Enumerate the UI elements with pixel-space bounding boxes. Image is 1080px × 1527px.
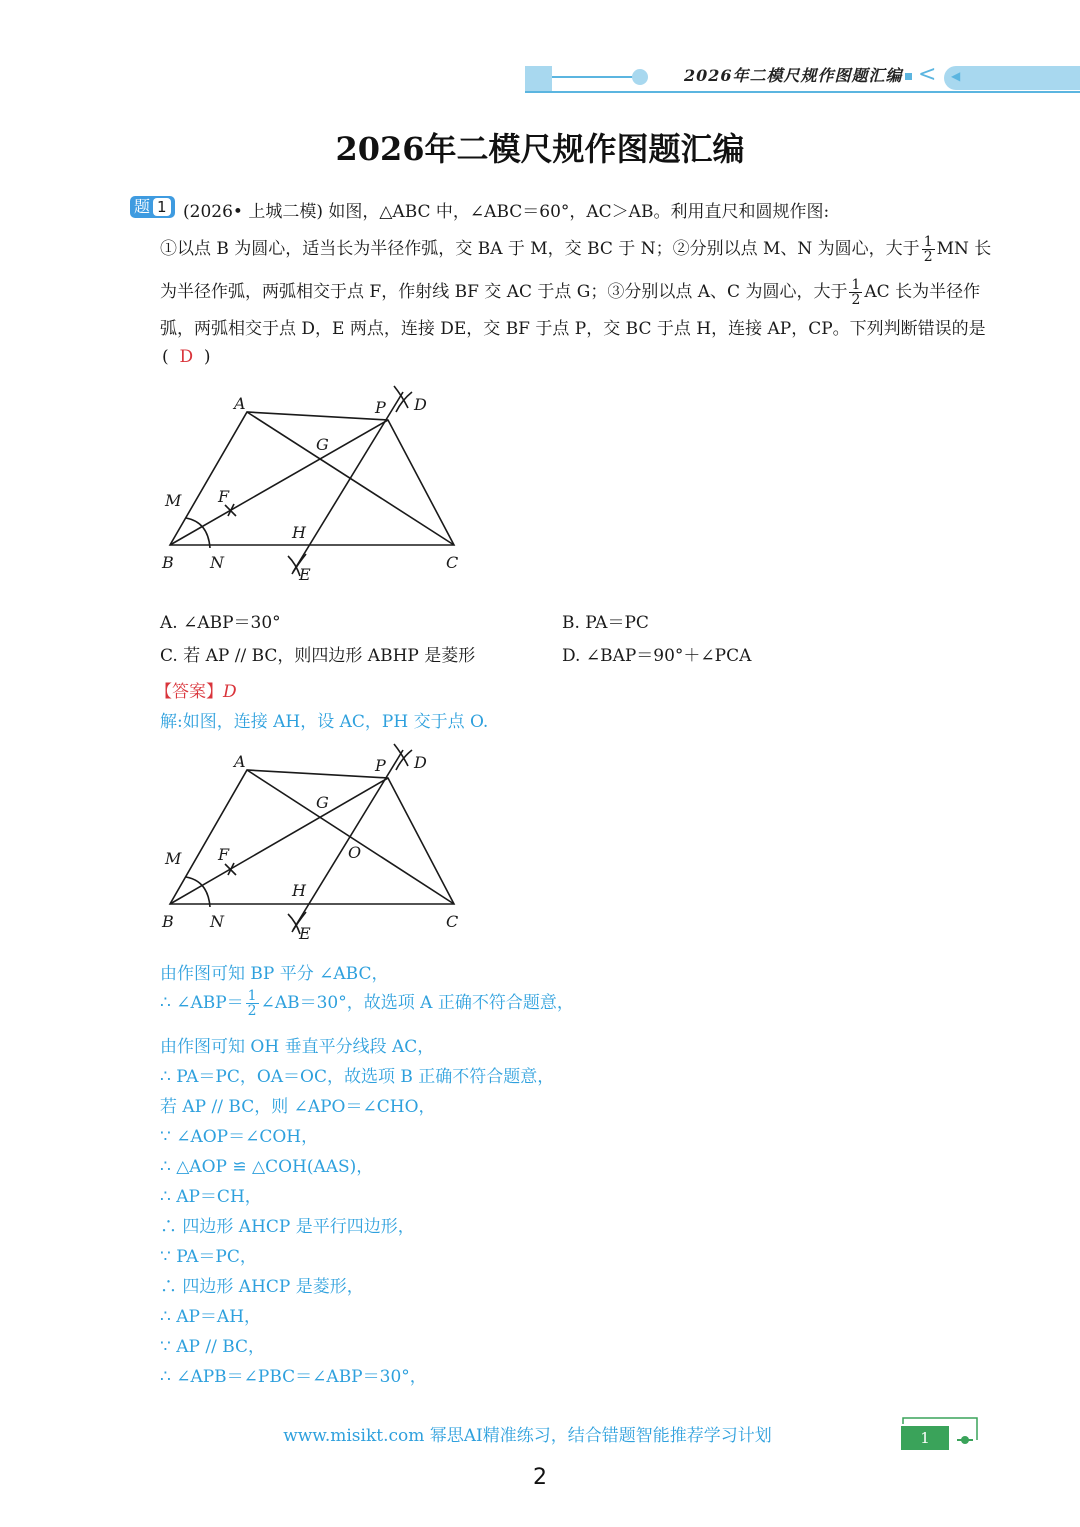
label-e: E — [299, 924, 311, 943]
solution-step-part: ∴ ∠ABP＝ — [160, 993, 244, 1013]
answer-line — [155, 677, 237, 702]
solution-step: ∴ ∠APB＝∠PBC＝∠ABP＝30°， — [160, 1367, 427, 1387]
label-m: M — [165, 491, 182, 510]
geometry-figure-1 — [150, 380, 480, 590]
label-d: D — [414, 753, 427, 772]
option-c: C. 若 AP // BC，则四边形 ABHP 是菱形 — [160, 646, 476, 666]
question-intro: (2026• 上城二模) 如图，△ABC 中，∠ABC＝60°，AC＞AB。利用直尺和圆规作图: — [183, 202, 830, 222]
quadrilateral-outline — [170, 412, 454, 545]
label-o: O — [348, 843, 362, 862]
header-thin-line — [552, 76, 634, 78]
solution-step: ∴ 四边形 AHCP 是菱形， — [160, 1277, 364, 1297]
badge-number: 1 — [901, 1426, 949, 1450]
label-n: N — [210, 553, 224, 572]
label-f: F — [218, 845, 230, 864]
solution-step: 若 AP // BC，则 ∠APO＝∠CHO， — [160, 1097, 436, 1117]
question-line-3: 弧，两弧相交于点 D，E 两点，连接 DE，交 BF 于点 P，交 BC 于点 H，连接 AP，CP。下列判断错误的是 — [160, 319, 986, 339]
fraction-numerator: 1 — [851, 277, 861, 293]
triangle-left-icon: ◀ — [951, 69, 961, 83]
answer-label: 【答案】 — [155, 682, 223, 702]
label-e: E — [299, 565, 311, 584]
fraction-denominator: 2 — [923, 249, 933, 265]
label-n: N — [210, 912, 224, 931]
label-g: G — [316, 435, 329, 454]
segment-de — [293, 750, 403, 930]
label-p: P — [375, 756, 386, 775]
label-m: M — [165, 849, 182, 868]
page-badge — [901, 1416, 977, 1450]
label-f: F — [218, 487, 230, 506]
question-line-1-tail: MN 长 — [936, 239, 992, 259]
label-b: B — [162, 553, 174, 572]
solution-step: 由作图可知 OH 垂直平分线段 AC， — [160, 1037, 435, 1057]
label-c: C — [446, 553, 459, 572]
question-line-2-text: 为半径作弧，两弧相交于点 F，作射线 BF 交 AC 于点 G；③分别以点 A、C 为圆心，大于 — [160, 282, 848, 302]
solution-step: ∵ AP // BC， — [160, 1337, 266, 1357]
label-a: A — [234, 752, 246, 771]
label-h: H — [292, 523, 306, 542]
answer-letter: D — [179, 347, 194, 367]
answer-bracket — [162, 347, 211, 367]
solution-step: ∴ AP＝AH， — [160, 1307, 262, 1327]
fraction-half — [849, 278, 862, 307]
quadrilateral-outline — [170, 770, 454, 904]
bracket-close: ) — [203, 347, 211, 367]
question-number: 1 — [153, 198, 171, 216]
fraction-half — [922, 235, 935, 264]
header-pill — [944, 66, 1080, 90]
question-line-2-tail: AC 长为半径作 — [864, 282, 981, 302]
label-g: G — [316, 793, 329, 812]
page-number: 2 — [533, 1465, 547, 1490]
question-tag — [130, 196, 175, 218]
header-rule — [525, 91, 1080, 93]
solution-step: ∴ △AOP ≌ △COH(AAS)， — [160, 1157, 374, 1177]
solution-step: ∴ PA＝PC，OA＝OC，故选项 B 正确不符合题意， — [160, 1067, 555, 1087]
geometry-figure-2 — [150, 740, 480, 950]
option-d: D. ∠BAP＝90°＋∠PCA — [562, 646, 752, 666]
solution-step: ∴ 四边形 AHCP 是平行四边形， — [160, 1217, 415, 1237]
fraction-half — [246, 989, 259, 1018]
question-line-1 — [160, 234, 991, 264]
question-line-1-text: ①以点 B 为圆心，适当长为半径作弧，交 BA 于 M，交 BC 于 N；②分别以点 M、N 为圆心，大于 — [160, 239, 920, 259]
solution-step: ∵ PA＝PC， — [160, 1247, 257, 1267]
label-h: H — [292, 881, 306, 900]
solution-step — [160, 988, 574, 1018]
header-square — [905, 73, 912, 80]
header-block — [525, 66, 552, 92]
fraction-denominator: 2 — [851, 292, 861, 308]
solution-step: ∵ ∠AOP＝∠COH， — [160, 1127, 319, 1147]
question-tag-label: 题 — [134, 197, 151, 216]
option-b: B. PA＝PC — [562, 613, 649, 633]
label-c: C — [446, 912, 459, 931]
label-d: D — [414, 395, 427, 414]
answer-value: D — [223, 682, 237, 702]
label-b: B — [162, 912, 174, 931]
bracket-open: ( — [162, 347, 169, 367]
solution-step: 由作图可知 BP 平分 ∠ABC， — [160, 964, 389, 984]
question-line-2 — [160, 277, 980, 307]
label-p: P — [375, 398, 386, 417]
fraction-numerator: 1 — [923, 234, 933, 250]
option-a: A. ∠ABP＝30° — [160, 613, 281, 633]
fraction-numerator: 1 — [247, 988, 257, 1004]
solution-intro: 解:如图，连接 AH，设 AC，PH 交于点 O. — [160, 712, 489, 732]
page-title: 2026年二模尺规作图题汇编 — [335, 130, 745, 168]
running-title: 2026年二模尺规作图题汇编 — [684, 66, 903, 85]
solution-step: ∴ AP＝CH， — [160, 1187, 262, 1207]
footer-url[interactable]: www.misikt.com 幂思AI精准练习，结合错题智能推荐学习计划 — [283, 1426, 772, 1446]
chevron-left-icon: < — [918, 62, 937, 87]
label-a: A — [234, 394, 246, 413]
solution-step-part: ∠AB＝30°，故选项 A 正确不符合题意， — [260, 993, 574, 1013]
fraction-denominator: 2 — [247, 1003, 257, 1019]
header-dot — [632, 69, 648, 85]
